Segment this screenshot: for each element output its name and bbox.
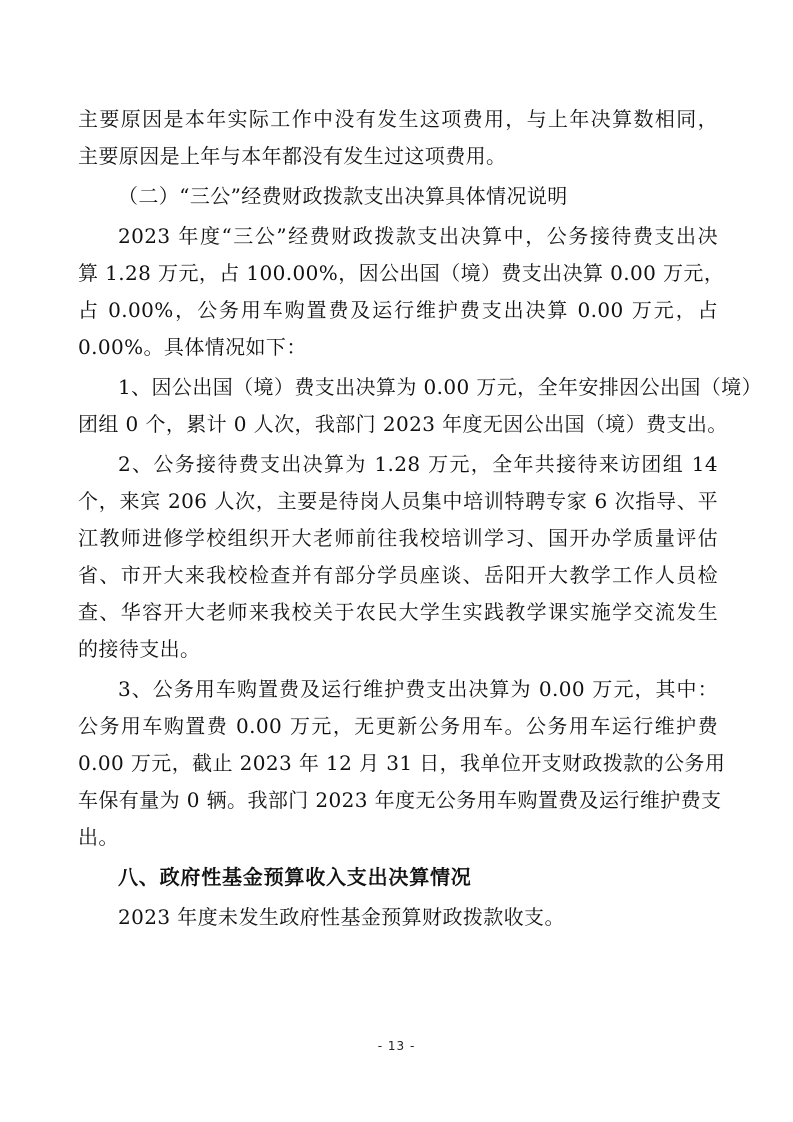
- paragraph-line: 江教师进修学校组织开大老师前往我校培训学习、国开办学质量评估: [78, 526, 718, 550]
- paragraph-line: 0.00%。具体情况如下：: [78, 335, 307, 359]
- paragraph-line: 个，来宾 206 人次，主要是待岗人员集中培训特聘专家 6 次指导、平: [78, 489, 718, 513]
- paragraph-line: 团组 0 个，累计 0 人次，我部门 2023 年度无因公出国（境）费支出。: [78, 412, 728, 436]
- paragraph-line: 车保有量为 0 辆。我部门 2023 年度无公务用车购置费及运行维护费支: [78, 788, 722, 812]
- paragraph-line: 3、公务用车购置费及运行维护费支出决算为 0.00 万元，其中：: [118, 677, 718, 701]
- paragraph-line: 0.00 万元，截止 2023 年 12 月 31 日，我单位开支财政拨款的公务用: [78, 751, 726, 775]
- paragraph-line: 出。: [78, 825, 119, 849]
- paragraph-line: 查、华容开大老师来我校关于农民大学生实践教学课实施学交流发生: [78, 600, 718, 624]
- paragraph-line: 2023 年度未发生政府性基金预算财政拨款收支。: [118, 905, 565, 929]
- paragraph-line: 算 1.28 万元，占 100.00%，因公出国（境）费支出决算 0.00 万元，: [78, 261, 725, 285]
- paragraph-line: 公务用车购置费 0.00 万元，无更新公务用车。公务用车运行维护费: [78, 714, 718, 738]
- section-heading: 八、政府性基金预算收入支出决算情况: [118, 865, 472, 889]
- paragraph-line: 主要原因是本年实际工作中没有发生这项费用，与上年决算数相同，: [78, 107, 718, 131]
- paragraph-line: 的接待支出。: [78, 637, 201, 661]
- paragraph-line: 省、市开大来我校检查并有部分学员座谈、岳阳开大教学工作人员检: [78, 563, 718, 587]
- paragraph-line: 占 0.00%，公务用车购置费及运行维护费支出决算 0.00 万元，占: [78, 298, 718, 322]
- page-number: - 13 -: [377, 1039, 416, 1053]
- paragraph-line: 2、公务接待费支出决算为 1.28 万元，全年共接待来访团组 14: [118, 452, 718, 476]
- paragraph-line: 2023 年度“三公”经费财政拨款支出决算中，公务接待费支出决: [118, 224, 718, 248]
- section-subheading: （二）“三公”经费财政拨款支出决算具体情况说明: [118, 184, 568, 208]
- document-body: [78, 101, 762, 936]
- paragraph-line: 1、因公出国（境）费支出决算为 0.00 万元，全年安排因公出国（境）: [118, 375, 762, 399]
- paragraph-line: 主要原因是上年与本年都没有发生过这项费用。: [78, 144, 507, 168]
